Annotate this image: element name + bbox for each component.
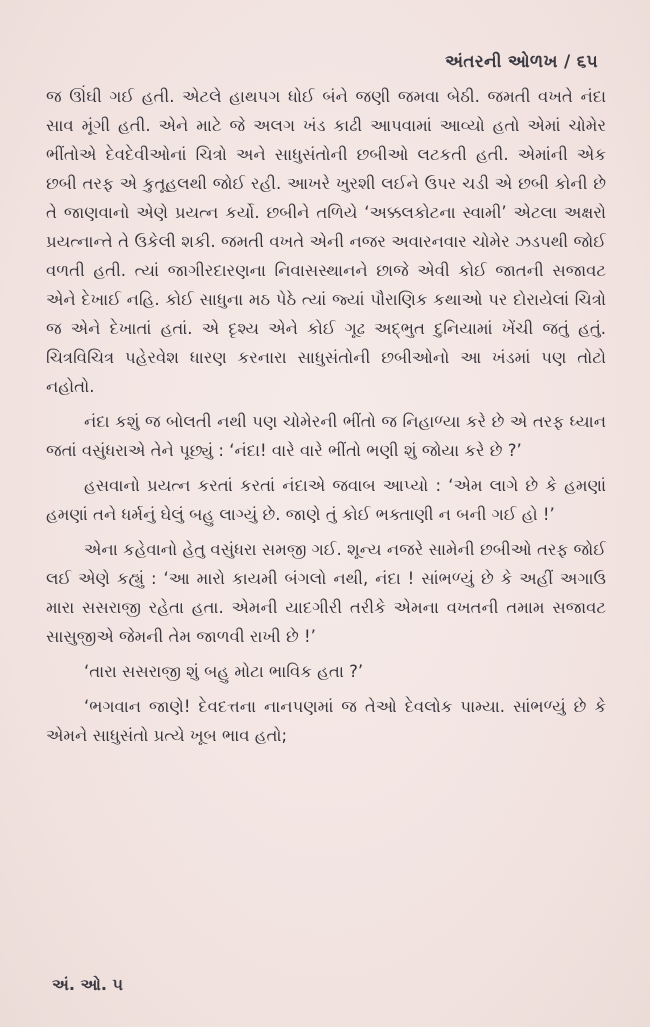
paragraph: ‘તારા સસરાજી શું બહુ મોટા ભાવિક હતા ?’ bbox=[84, 662, 364, 681]
running-header: અંતરની ઓળખ / ૬૫ bbox=[445, 52, 598, 72]
paragraph: જ ઊંઘી ગઈ હતી. એટલે હાથપગ ધોઈ બંને જણી જમવા બેઠી. જમતી વખતે નંદા સાવ મૂંગી હતી. એને માટે જે અલગ ખંડ કાઢી આપવામાં આવ્યો હતો એમાં ચોમેર ભીંતોએ દેવદેવીઓનાં ચિત્રો અને સાધુસંતોની છબીઓ લટકતી હતી. એમાંની એક છબી તરફ એ કુતૂહલથી જોઈ રહી. આખરે ખુરશી લઈને ઉપર ચડી એ છબી કોની છે તે જાણવાનો એણે પ્રયત્ન કર્યો. છબીને તળિયે ‘અક્કલકોટના સ્વામી’ એટલા અક્ષરો પ્રયત્નાન્તે તે ઉકેલી શકી. જમતી વખતે એની નજર અવારનવાર ચોમેર ઝડપથી જોઈ વળતી હતી. ત્યાં જાગીરદારણના નિવાસસ્થાનને છાજે એવી કોઈ જાતની સજાવટ એને દેખાઈ નહિ. કોઈ સાધુના મઠ પેઠે ત્યાં જ્યાં પૌરાણિક કથાઓ પર દોરાયેલાં ચિત્રો જ એને દેખાતાં હતાં. એ દૃશ્ય એને કોઈ ગૂઢ અદ્ભુત દુનિયામાં ખેંચી જતું હતું. ચિત્રવિચિત્ર પહેરવેશ ધારણ કરનારા સાધુસંતોની છબીઓનો આ ખંડમાં પણ તોટો નહોતો. bbox=[46, 87, 606, 396]
footer-signature: અં. ઓ. ૫ bbox=[52, 975, 124, 994]
paragraph: નંદા કશું જ બોલતી નથી પણ ચોમેરની ભીંતો જ નિહાળ્યા કરે છે એ તરફ ધ્યાન જતાં વસુંધરાએ તેને પૂછ્યું : ‘નંદા! વારે વારે ભીંતો ભણી શું જોયા કરે છે ?’ bbox=[46, 412, 606, 460]
paragraph: એના કહેવાનો હેતુ વસુંધરા સમજી ગઈ. શૂન્ય નજરે સામેની છબીઓ તરફ જોઈ લઈ એણે કહ્યું : ‘આ મારો કાયમી બંગલો નથી, નંદા ! સાંભળ્યું છે કે અહીં અગાઉ મારા સસરાજી રહેતા હતા. એમની યાદગીરી તરીકે એમના વખતની તમામ સજાવટ સાસુજીએ જેમની તેમ જાળવી રાખી છે !’ bbox=[46, 540, 606, 646]
body-text bbox=[46, 82, 606, 750]
paragraph: ‘ભગવાન જાણે! દેવદત્તના નાનપણમાં જ તેઓ દેવલોક પામ્યા. સાંભળ્યું છે કે એમને સાધુસંતો પ્રત્યે ખૂબ ભાવ હતો; bbox=[46, 697, 606, 745]
paragraph: હસવાનો પ્રયત્ન કરતાં કરતાં નંદાએ જવાબ આપ્યો : ‘એમ લાગે છે કે હમણાં હમણાં તને ધર્મનું ઘેલું બહુ લાગ્યું છે. જાણે તું કોઈ ભક્તાણી ન બની ગઈ હો !’ bbox=[46, 476, 606, 524]
